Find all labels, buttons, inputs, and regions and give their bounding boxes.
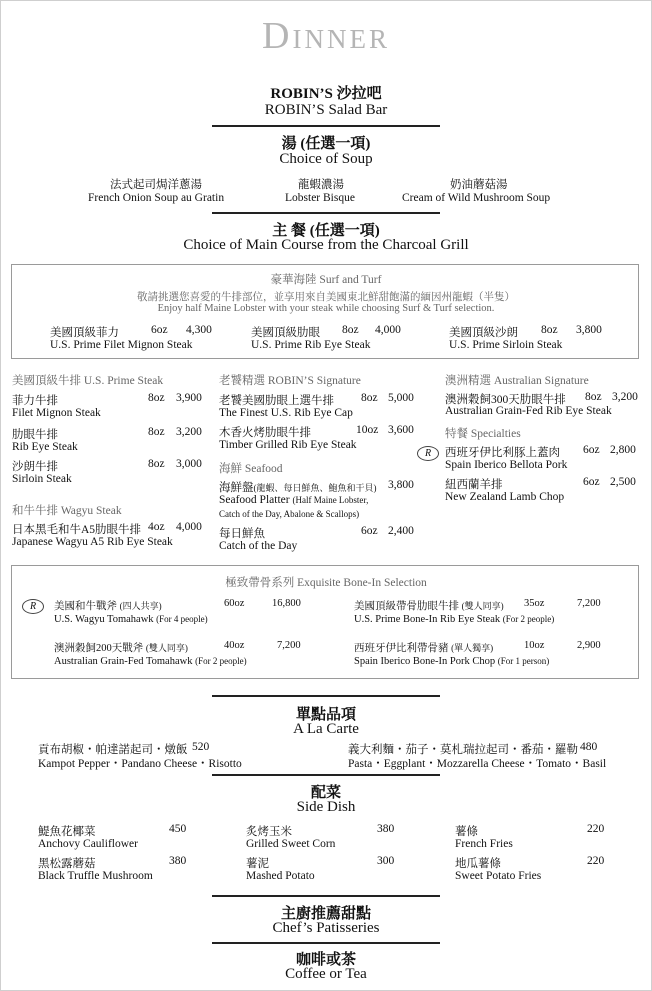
menu-item-zh: 肋眼牛排 [12, 429, 58, 441]
item-price: 300 [377, 855, 395, 867]
side-item-en: Sweet Potato Fries [455, 870, 542, 882]
item-price: 220 [587, 855, 605, 867]
item-oz: 8oz [585, 391, 602, 403]
item-price: 220 [587, 823, 605, 835]
coffee-heading-en: Coffee or Tea [285, 966, 367, 982]
menu-item-zh: 西班牙伊比利豚上蓋肉 [445, 447, 560, 459]
side-item-en: Black Truffle Mushroom [38, 870, 153, 882]
item-price: 380 [377, 823, 395, 835]
item-price: 16,800 [272, 598, 301, 609]
page-title: Dinner [262, 15, 390, 57]
menu-item-en: Filet Mignon Steak [12, 407, 101, 419]
item-oz: 6oz [583, 444, 600, 456]
item-price: 2,900 [577, 640, 601, 651]
bone-in-en: U.S. Wagyu Tomahawk [54, 614, 154, 625]
item-price: 2,400 [388, 525, 414, 537]
side-item-zh: 鯷魚花椰菜 [38, 826, 96, 838]
item-oz: 8oz [541, 324, 558, 336]
section-wagyu-steak: 和牛牛排 Wagyu Steak [12, 505, 122, 517]
menu-item-en: Australian Grain-Fed Rib Eye Steak [445, 405, 612, 417]
bone-in-zh: 美國頂級帶骨肋眼牛排 [354, 601, 459, 612]
item-oz: 60oz [224, 598, 245, 609]
soup-item-en: Lobster Bisque [285, 192, 355, 204]
divider [212, 895, 440, 897]
main-course-heading-zh: 主 餐 (任選一項) [272, 223, 380, 239]
platter-note-en-2: Catch of the Day, Abalone & Scallops) [219, 509, 360, 519]
bone-in-note-en: (For 1 person) [497, 656, 550, 666]
bone-in-item-zh [354, 598, 504, 613]
soup-item-en: Cream of Wild Mushroom Soup [402, 192, 551, 204]
surf-turf-item-zh: 美國頂級沙朗 [449, 327, 518, 339]
a-la-carte-item-zh: 貢布胡椒・帕達諾起司・燉飯 [38, 744, 188, 756]
soup-item-zh: 法式起司焗洋蔥湯 [110, 179, 202, 191]
item-price: 7,200 [577, 598, 601, 609]
side-dish-heading-zh: 配菜 [310, 785, 341, 801]
item-price: 3,800 [576, 324, 602, 336]
item-price: 3,200 [612, 391, 638, 403]
divider [212, 125, 440, 127]
menu-item-zh: 沙朗牛排 [12, 461, 58, 473]
surf-turf-desc-en: Enjoy half Maine Lobster with your steak while choosing Surf & Turf selection. [157, 303, 495, 314]
a-la-carte-heading-en: A La Carte [293, 721, 359, 737]
patisseries-heading-zh: 主廚推薦甜點 [280, 906, 371, 922]
menu-item-en [219, 494, 368, 506]
surf-turf-item-zh: 美國頂級菲力 [50, 327, 119, 339]
divider [212, 695, 440, 697]
side-item-zh: 地瓜薯條 [455, 858, 501, 870]
bone-in-note-zh: (雙人同享) [145, 643, 188, 653]
item-price: 4,000 [375, 324, 401, 336]
section-prime-steak: 美國頂級牛排 U.S. Prime Steak [12, 375, 164, 387]
platter-note-en: (Half Maine Lobster, [292, 495, 369, 505]
section-signature: 老饕精選 ROBIN’S Signature [219, 375, 361, 387]
item-price: 3,200 [176, 426, 202, 438]
item-oz: 8oz [342, 324, 359, 336]
bone-in-zh: 美國和牛戰斧 [54, 601, 117, 612]
section-australian: 澳洲精選 Australian Signature [445, 375, 589, 387]
side-item-zh: 薯條 [455, 826, 478, 838]
section-seafood: 海鮮 Seafood [219, 463, 283, 475]
item-price: 4,300 [186, 324, 212, 336]
platter-note-zh: (龍蝦、每日鮮魚、鮑魚和干貝) [253, 483, 377, 493]
item-oz: 35oz [524, 598, 545, 609]
item-price: 3,600 [388, 424, 414, 436]
bone-in-item-zh [54, 598, 162, 613]
item-price: 7,200 [277, 640, 301, 651]
menu-item-zh: 每日鮮魚 [219, 528, 265, 540]
surf-turf-item-en: U.S. Prime Sirloin Steak [449, 339, 563, 351]
bone-in-item-zh [54, 640, 188, 655]
bone-in-en: Australian Grain-Fed Tomahawk [54, 656, 193, 667]
surf-turf-item-zh: 美國頂級肋眼 [251, 327, 320, 339]
section-specialties: 特餐 Specialties [445, 428, 521, 440]
bone-in-item-zh [354, 640, 493, 655]
a-la-carte-item-zh: 義大利麵・茄子・莫札瑞拉起司・番茄・羅勒 [348, 744, 578, 756]
patisseries-heading-en: Chef’s Patisseries [272, 920, 380, 936]
menu-item-en: New Zealand Lamb Chop [445, 491, 565, 503]
bone-in-note-en: (For 2 people) [502, 614, 555, 624]
menu-item-zh: 澳洲穀飼300天肋眼牛排 [445, 394, 566, 406]
menu-item-zh: 紐西蘭羊排 [445, 479, 503, 491]
menu-item-zh: 日本黑毛和牛A5肋眼牛排 [12, 524, 142, 536]
item-price: 3,800 [388, 479, 414, 491]
a-la-carte-item-en: Pasta・Eggplant・Mozzarella Cheese・Tomato・Basil [348, 758, 607, 770]
item-price: 2,800 [610, 444, 636, 456]
menu-item-zh: 木香火烤肋眼牛排 [219, 427, 311, 439]
side-item-en: Grilled Sweet Corn [246, 838, 336, 850]
item-oz: 6oz [151, 324, 168, 336]
coffee-heading-zh: 咖啡或茶 [295, 952, 356, 968]
soup-item-zh: 龍蝦濃湯 [298, 179, 344, 191]
item-oz: 40oz [224, 640, 245, 651]
item-oz: 8oz [148, 458, 165, 470]
divider [212, 942, 440, 944]
item-price: 4,000 [176, 521, 202, 533]
item-oz: 8oz [361, 392, 378, 404]
surf-turf-desc-zh: 敬請挑選您喜愛的牛排部位，並享用來自美國東北鮮甜飽滿的緬因州龍蝦（半隻） [137, 292, 515, 303]
surf-turf-title: 豪華海陸 Surf and Turf [270, 274, 382, 286]
side-item-en: French Fries [455, 838, 513, 850]
signature-badge-icon: R [417, 446, 439, 461]
item-price: 3,000 [176, 458, 202, 470]
item-oz: 10oz [356, 424, 379, 436]
bone-in-note-en: (For 4 people) [156, 614, 208, 624]
item-price: 450 [169, 823, 187, 835]
item-price: 380 [169, 855, 187, 867]
item-oz: 6oz [583, 476, 600, 488]
side-item-en: Mashed Potato [246, 870, 315, 882]
side-item-zh: 炙烤玉米 [246, 826, 292, 838]
bone-in-zh: 澳洲穀飼200天戰斧 [54, 643, 144, 654]
bone-in-zh: 西班牙伊比利帶骨豬 [354, 643, 449, 654]
bone-in-note-en: (For 2 people) [195, 656, 247, 666]
menu-item-en: Timber Grilled Rib Eye Steak [219, 439, 357, 451]
bone-in-en: U.S. Prime Bone-In Rib Eye Steak [354, 614, 501, 625]
menu-item-zh: 菲力牛排 [12, 395, 58, 407]
item-price: 520 [192, 741, 210, 753]
menu-item-zh: 老饕美國肋眼上選牛排 [219, 395, 334, 407]
item-oz: 8oz [148, 426, 165, 438]
divider [212, 774, 440, 776]
surf-turf-item-en: U.S. Prime Filet Mignon Steak [50, 339, 193, 351]
bone-in-item-en [54, 614, 208, 625]
menu-item-en: Catch of the Day [219, 540, 298, 552]
menu-item-en: Japanese Wagyu A5 Rib Eye Steak [12, 536, 173, 548]
platter-en: Seafood Platter [219, 494, 290, 506]
item-oz: 4oz [148, 521, 165, 533]
salad-bar-title-zh: ROBIN’S 沙拉吧 [270, 86, 382, 102]
main-course-heading-en: Choice of Main Course from the Charcoal Grill [183, 237, 469, 253]
surf-turf-item-en: U.S. Prime Rib Eye Steak [251, 339, 371, 351]
soup-heading-en: Choice of Soup [279, 151, 373, 167]
soup-heading-zh: 湯 (任選一項) [281, 136, 371, 152]
salad-bar-title-en: ROBIN’S Salad Bar [264, 102, 388, 118]
a-la-carte-heading-zh: 單點品項 [295, 707, 356, 723]
menu-item-zh [219, 479, 377, 495]
side-item-zh: 薯泥 [246, 858, 269, 870]
bone-in-note-zh: (雙人同享) [461, 601, 504, 611]
side-dish-heading-en: Side Dish [296, 799, 356, 815]
menu-item-en: Sirloin Steak [12, 473, 72, 485]
item-oz: 8oz [148, 392, 165, 404]
bone-in-title: 極致帶骨系列 Exquisite Bone-In Selection [225, 577, 427, 589]
bone-in-item-en [54, 656, 247, 667]
item-oz: 6oz [361, 525, 378, 537]
signature-badge-icon: R [22, 599, 44, 614]
item-price: 3,900 [176, 392, 202, 404]
a-la-carte-item-en: Kampot Pepper・Pandano Cheese・Risotto [38, 758, 242, 770]
bone-in-item-en [354, 614, 554, 625]
bone-in-item-en [354, 656, 549, 667]
item-oz: 10oz [524, 640, 545, 651]
menu-item-en: Rib Eye Steak [12, 441, 78, 453]
platter-zh: 海鮮盤 [219, 482, 254, 494]
soup-item-en: French Onion Soup au Gratin [88, 192, 225, 204]
side-item-zh: 黑松露蘑菇 [38, 858, 96, 870]
divider [212, 212, 440, 214]
bone-in-note-zh: (四人共享) [119, 601, 162, 611]
side-item-en: Anchovy Cauliflower [38, 838, 138, 850]
menu-item-en: The Finest U.S. Rib Eye Cap [219, 407, 353, 419]
item-price: 5,000 [388, 392, 414, 404]
bone-in-en: Spain Iberico Bone-In Pork Chop [354, 656, 496, 667]
bone-in-note-zh: (單人獨享) [451, 643, 494, 653]
menu-item-en: Spain Iberico Bellota Pork [445, 459, 568, 471]
soup-item-zh: 奶油蘑菇湯 [450, 179, 508, 191]
item-price: 2,500 [610, 476, 636, 488]
item-price: 480 [580, 741, 598, 753]
